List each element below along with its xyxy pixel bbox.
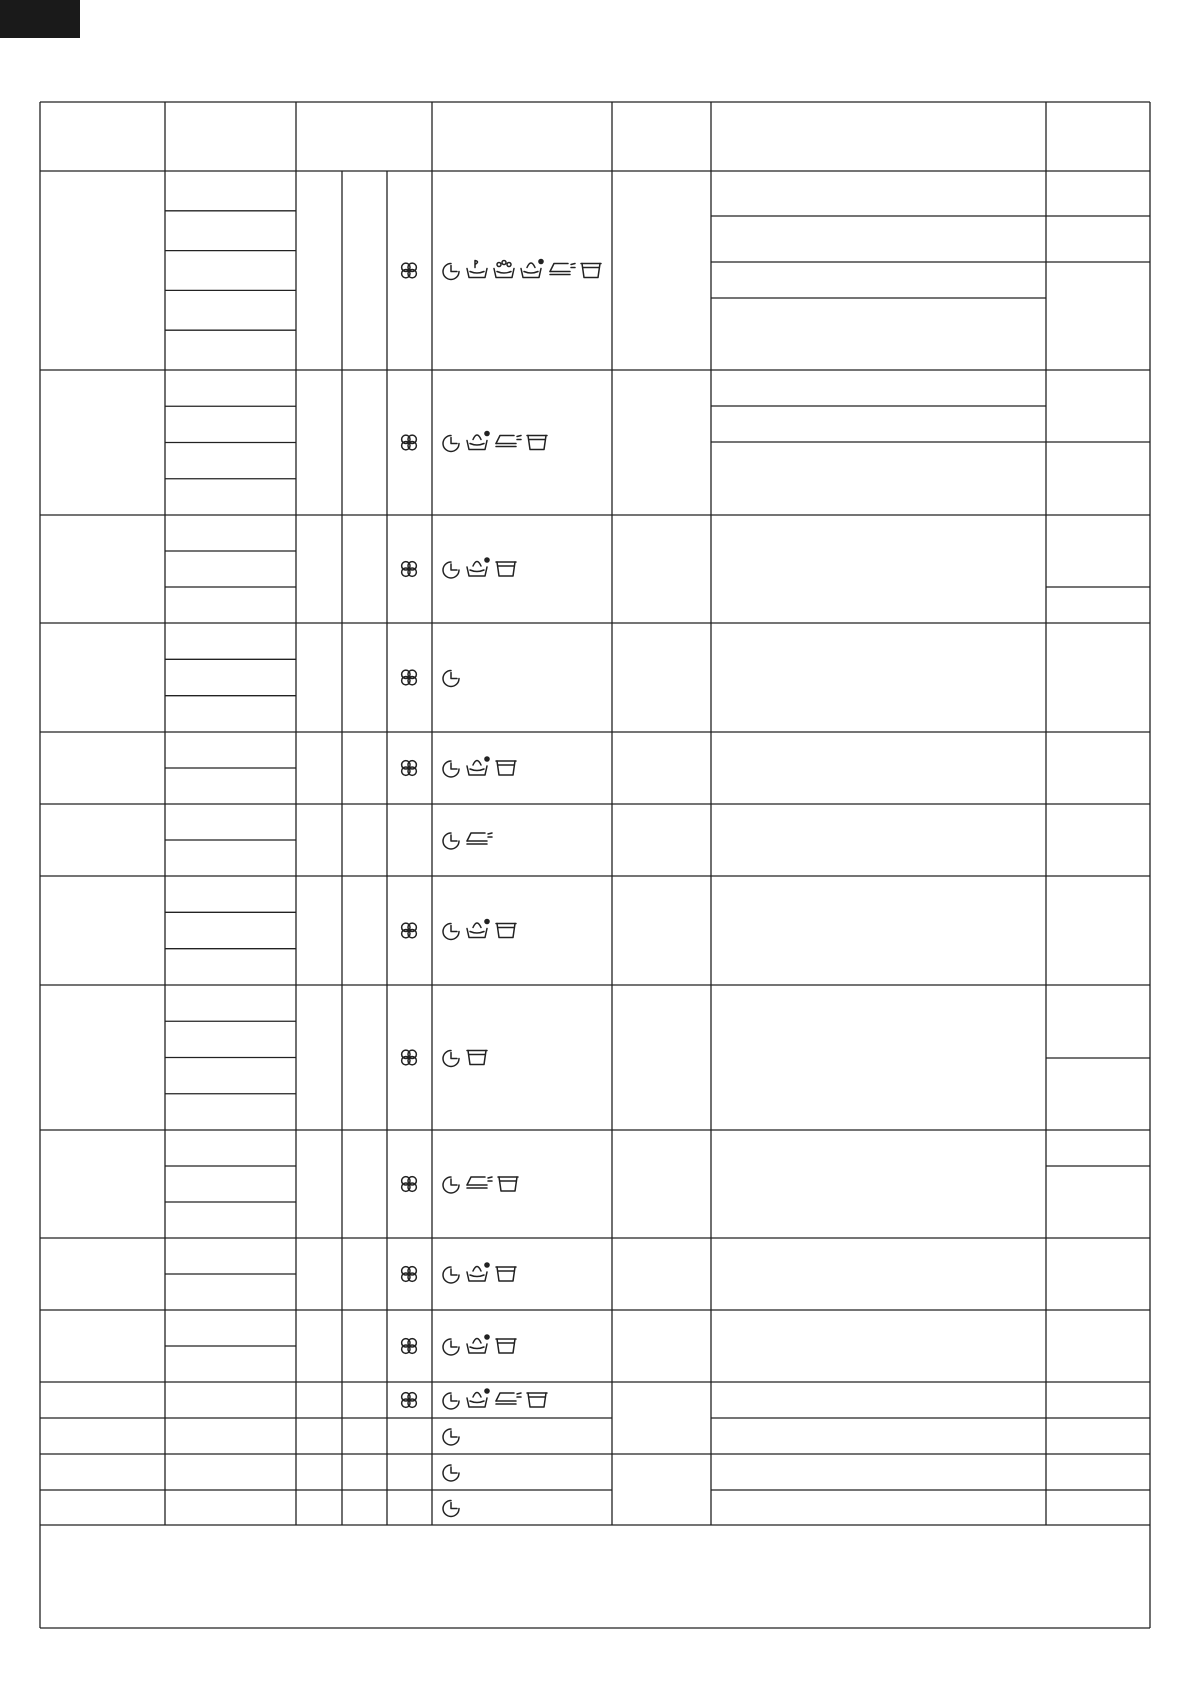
basin-icon [498, 1177, 518, 1191]
basin-icon [527, 1393, 547, 1407]
clock-icon [443, 1429, 459, 1445]
clock-icon [443, 562, 459, 578]
iron-icon [467, 1177, 492, 1188]
iron-icon [550, 264, 575, 275]
clock-icon [443, 436, 459, 452]
clock-icon [443, 264, 459, 280]
stain-icon [467, 1334, 490, 1353]
fan-icon [402, 263, 417, 278]
prewash-icon [467, 261, 487, 278]
fan-icon [402, 435, 417, 450]
stain-icon [467, 557, 490, 576]
iron-icon [496, 436, 521, 447]
fan-icon [402, 1177, 417, 1192]
clock-icon [443, 1393, 459, 1409]
stain-icon [467, 1262, 490, 1281]
basin-icon [496, 924, 516, 938]
basin-icon [467, 1051, 487, 1065]
fan-icon [402, 670, 417, 685]
basin-icon [496, 761, 516, 775]
clock-icon [443, 833, 459, 849]
basin-icon [527, 436, 547, 450]
clock-icon [443, 761, 459, 777]
stain-icon [521, 259, 544, 278]
stain-icon [467, 756, 490, 775]
clock-icon [443, 1501, 459, 1517]
stain-icon [467, 1388, 490, 1407]
fan-icon [402, 923, 417, 938]
intensive-icon [494, 261, 514, 278]
clock-icon [443, 924, 459, 940]
fan-icon [402, 1267, 417, 1282]
basin-icon [496, 1267, 516, 1281]
basin-icon [496, 1339, 516, 1353]
clock-icon [443, 1339, 459, 1355]
clock-icon [443, 1051, 459, 1067]
iron-icon [496, 1393, 521, 1404]
basin-icon [496, 562, 516, 576]
basin-icon [581, 264, 601, 278]
iron-icon [467, 833, 492, 844]
fan-icon [402, 1339, 417, 1354]
stain-icon [467, 919, 490, 938]
fan-icon [402, 1393, 417, 1408]
fan-icon [402, 562, 417, 577]
clock-icon [443, 1177, 459, 1193]
clock-icon [443, 1267, 459, 1283]
fan-icon [402, 1050, 417, 1065]
fan-icon [402, 761, 417, 776]
clock-icon [443, 1465, 459, 1481]
stain-icon [467, 431, 490, 450]
clock-icon [443, 671, 459, 687]
